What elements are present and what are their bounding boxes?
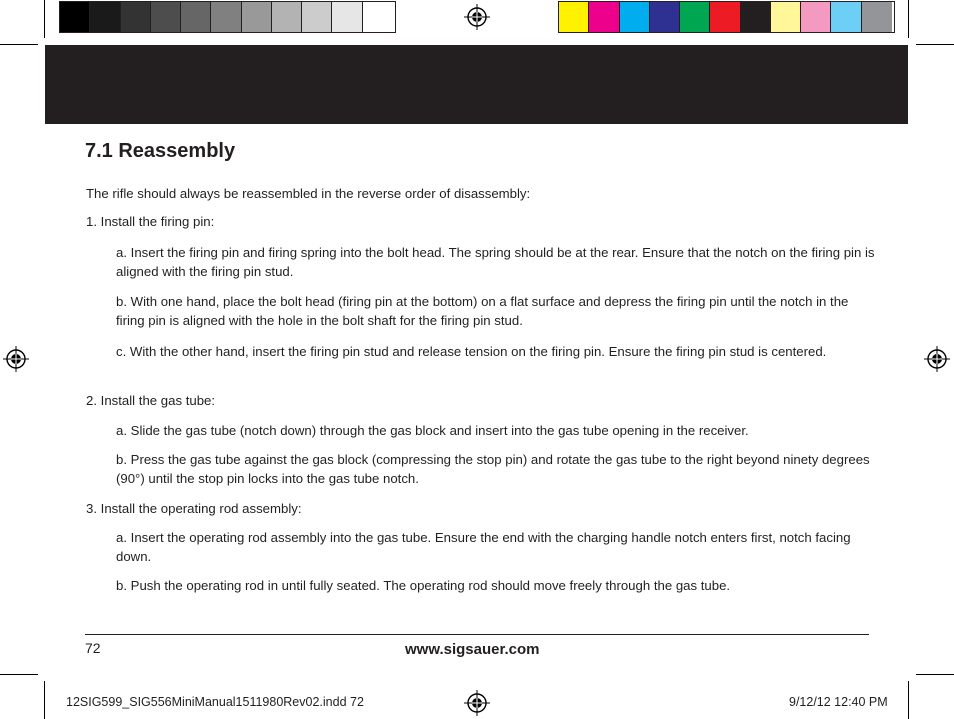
color-swatch [181, 2, 211, 32]
footer-divider [85, 634, 869, 635]
crop-mark [44, 681, 45, 719]
substep-text: c. With the other hand, insert the firing pin stud and release tension on the firing pin. Ensure the firing pin stud is centered. [116, 344, 827, 359]
color-swatch [559, 2, 589, 32]
registration-mark-icon [3, 346, 29, 372]
substep-text: b. Press the gas tube against the gas block (compressing the stop pin) and rotate the gas tube to the right beyond ninety degrees (90°) until the stop pin locks into the gas tube notch. [116, 452, 870, 486]
color-swatch [650, 2, 680, 32]
color-swatch [272, 2, 302, 32]
crop-mark [916, 674, 954, 675]
color-swatch [620, 2, 650, 32]
crop-mark [44, 0, 45, 38]
step-label: 1. Install the firing pin: [86, 214, 215, 229]
color-swatch [211, 2, 241, 32]
color-swatch [710, 2, 740, 32]
intro-paragraph: The rifle should always be reassembled in the reverse order of disassembly: [86, 186, 531, 201]
registration-mark-icon [464, 4, 490, 30]
header-band [45, 45, 908, 124]
crop-mark [0, 44, 38, 45]
step-label: 3. Install the operating rod assembly: [86, 501, 302, 516]
color-swatch [363, 2, 393, 32]
website-link[interactable]: www.sigsauer.com [405, 641, 540, 658]
grayscale-color-bar [59, 1, 396, 33]
registration-mark-icon [464, 690, 490, 716]
crop-mark [916, 44, 954, 45]
crop-mark [0, 674, 38, 675]
section-title: 7.1 Reassembly [85, 140, 236, 162]
color-swatch [151, 2, 181, 32]
print-slug-filename: 12SIG599_SIG556MiniManual1511980Rev02.indd 72 [66, 695, 364, 709]
color-swatch [332, 2, 362, 32]
substep-text: a. Insert the operating rod assembly into the gas tube. Ensure the end with the charging handle notch enters first, notch facing down. [116, 530, 851, 564]
color-swatch [302, 2, 332, 32]
print-slug-timestamp: 9/12/12 12:40 PM [789, 695, 888, 709]
color-swatch [741, 2, 771, 32]
crop-mark [908, 681, 909, 719]
color-swatch [801, 2, 831, 32]
color-swatch [121, 2, 151, 32]
color-swatch [831, 2, 861, 32]
substep-text: b. With one hand, place the bolt head (firing pin at the bottom) on a flat surface and depress the firing pin until the notch in the firing pin is aligned with the hole in the bolt shaft for the firing pin stud. [116, 294, 849, 328]
color-swatch [589, 2, 619, 32]
step-label: 2. Install the gas tube: [86, 393, 216, 408]
page-number: 72 [85, 640, 101, 656]
color-swatch [680, 2, 710, 32]
process-color-bar [558, 1, 895, 33]
color-swatch [60, 2, 90, 32]
color-swatch [771, 2, 801, 32]
substep-text: a. Insert the firing pin and firing spring into the bolt head. The spring should be at the rear. Ensure that the notch on the firing pin is aligned with the firing pin stud. [116, 245, 875, 279]
substep-text: b. Push the operating rod in until fully seated. The operating rod should move freely through the gas tube. [116, 578, 731, 593]
color-swatch [90, 2, 120, 32]
substep-text: a. Slide the gas tube (notch down) through the gas block and insert into the gas tube opening in the receiver. [116, 423, 749, 438]
color-swatch [862, 2, 892, 32]
color-swatch [242, 2, 272, 32]
crop-mark [908, 0, 909, 38]
registration-mark-icon [924, 346, 950, 372]
